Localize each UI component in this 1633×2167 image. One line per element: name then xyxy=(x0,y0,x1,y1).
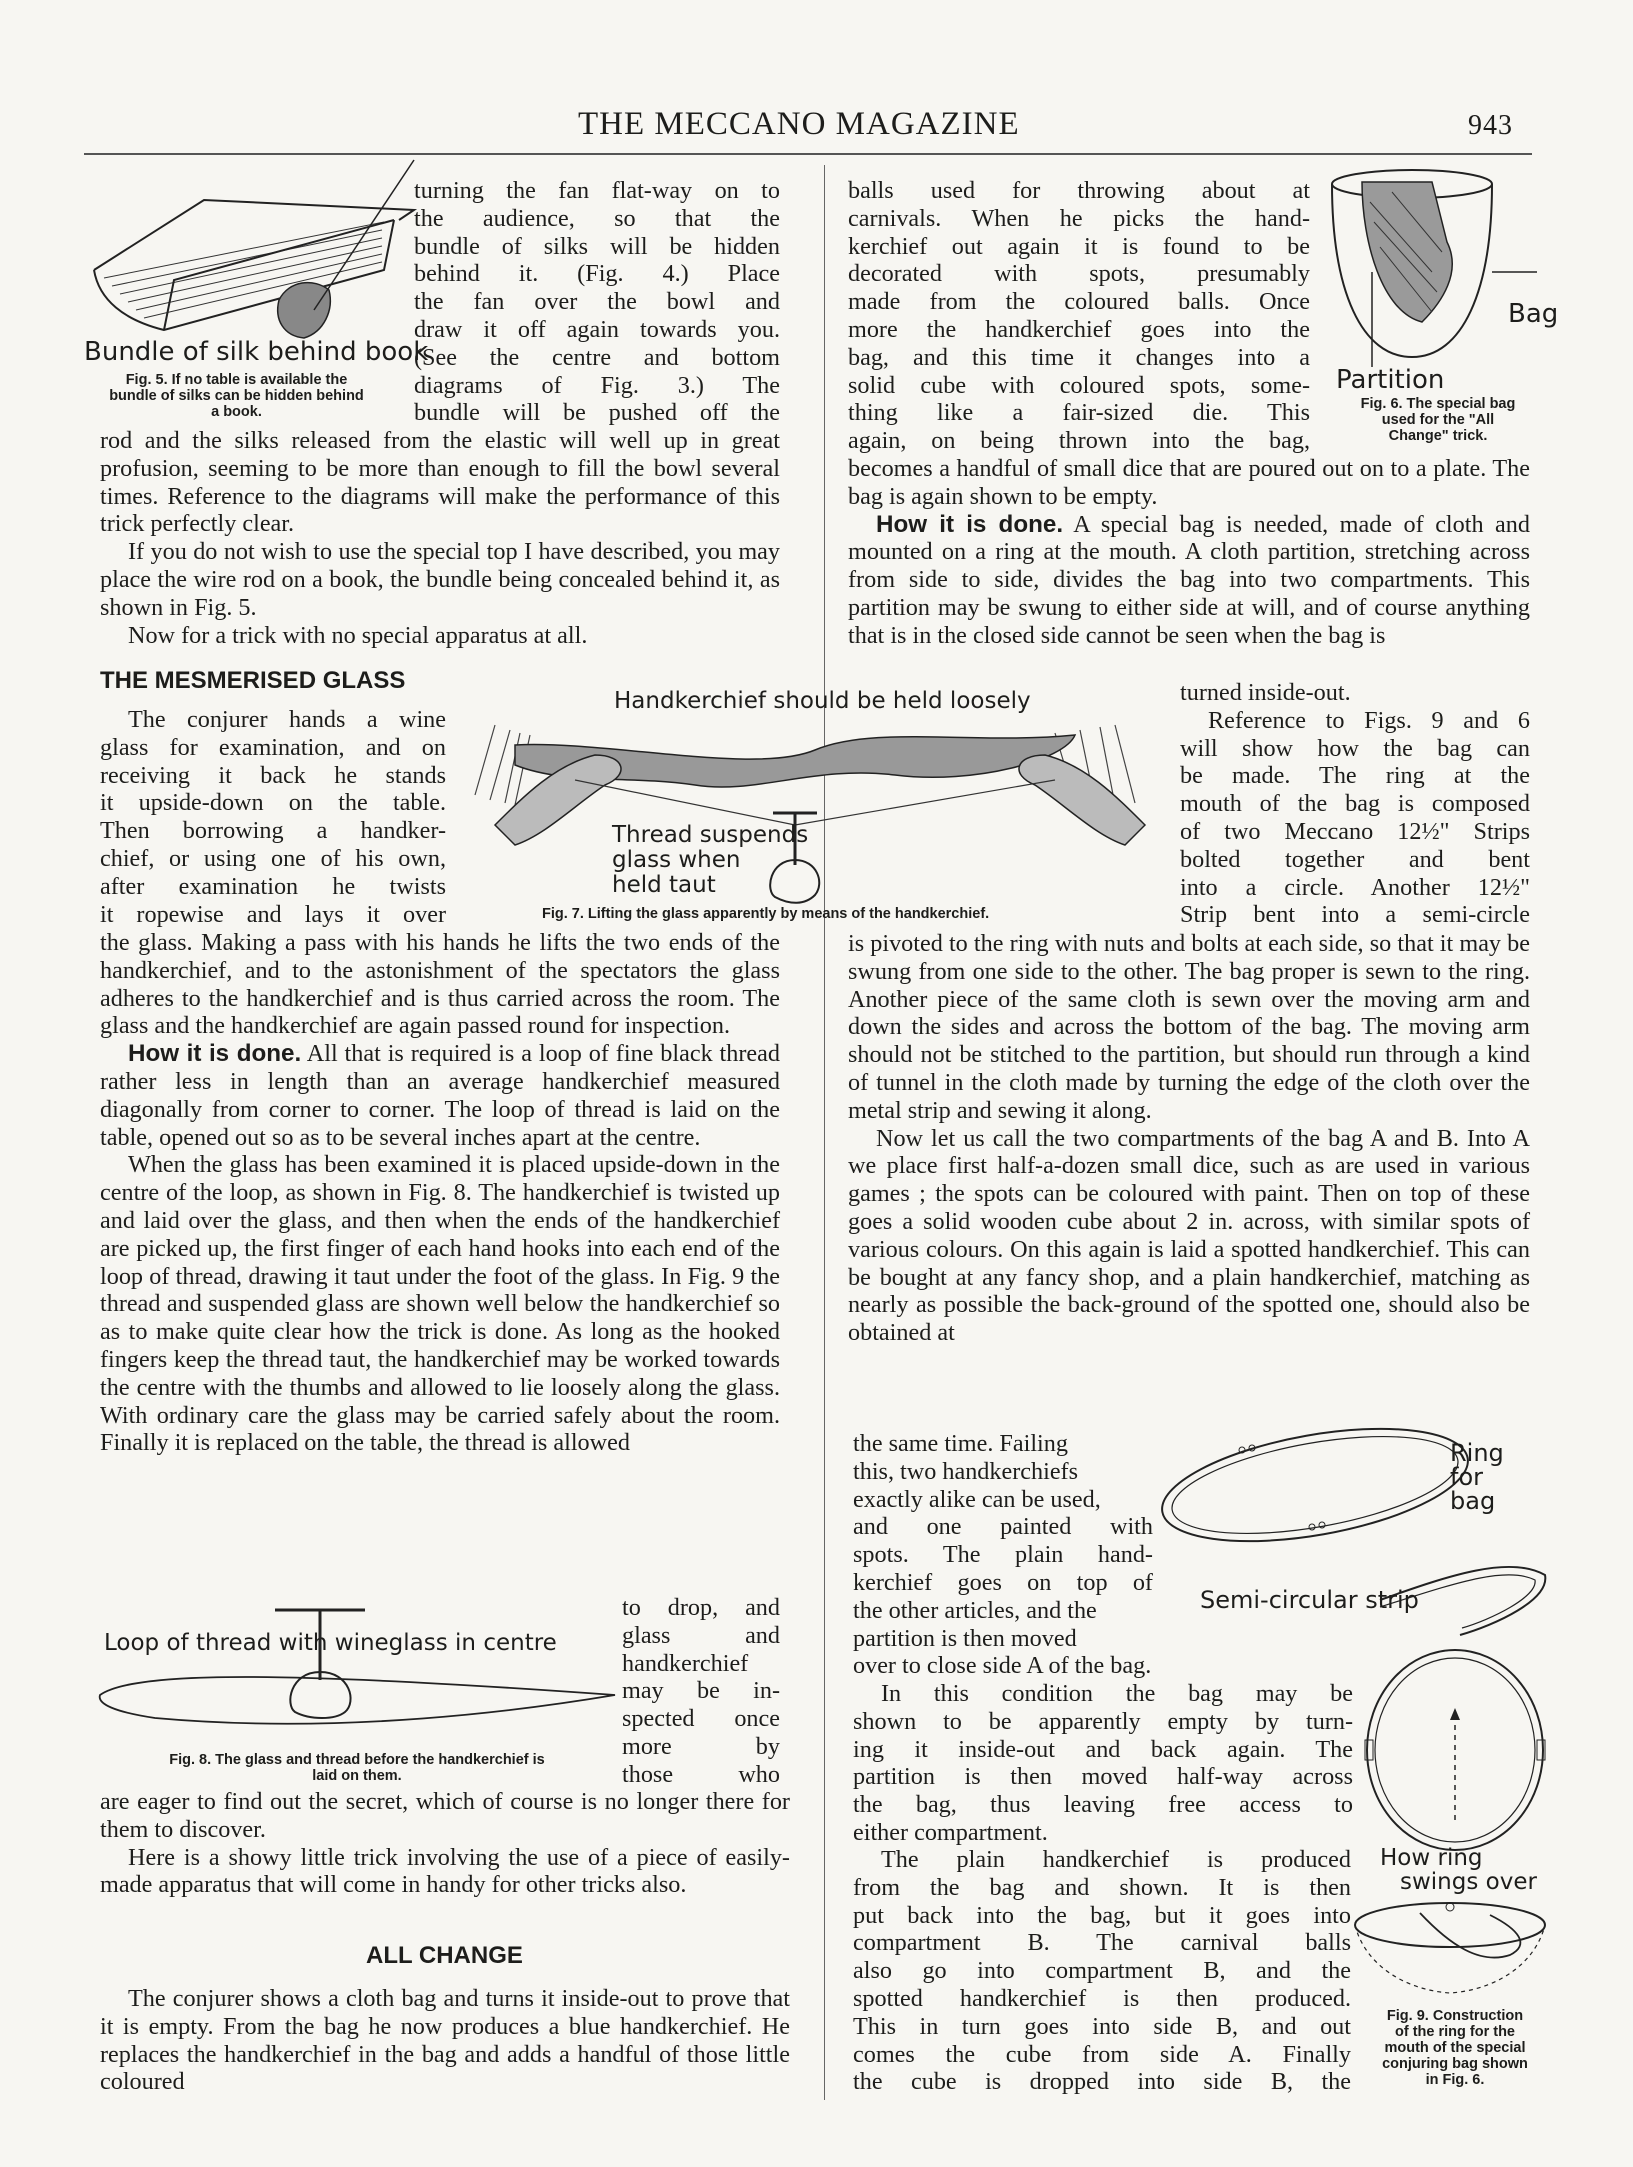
how-it-is-done-label: How it is done. xyxy=(128,1040,302,1068)
ring-label-line: for xyxy=(1450,1463,1483,1491)
fig6-bag-illustration xyxy=(1322,162,1552,362)
fig7-thread-line: held taut xyxy=(612,872,716,898)
fig7-handkerchief-illustration xyxy=(455,705,1175,905)
col2-cond-lines xyxy=(853,1680,1353,1847)
fig6-caption-line: Change" trick. xyxy=(1388,428,1488,444)
text-line: after examination he twists xyxy=(100,872,446,900)
text-line: the same time. Failing xyxy=(853,1430,1068,1457)
paragraph: The conjurer shows a cloth bag and turns it inside-out to prove that it is empty. From the bag he now produces a blue handkerchief. He replaces the handkerchief in the bag and adds a handful of those little coloured xyxy=(100,1985,790,2096)
col2-ref-lines xyxy=(1180,679,1530,929)
paragraph: All that is required is a loop of fine black thread rather less in length than an average handkerchief measured diagonally from corner to corner. The loop of thread is laid on the table, opened out so as to be several inches apart at the centre. xyxy=(100,1040,780,1151)
text-line: the audience, so that the xyxy=(414,204,780,232)
text-line: again, on being thrown into the bag, xyxy=(848,427,1310,455)
text-line: diagrams of Fig. 3.) The xyxy=(414,371,780,399)
text-line: balls used for throwing about at xyxy=(848,177,1310,204)
text-line: solid cube with coloured spots, some- xyxy=(848,371,1310,399)
text-line: comes the cube from side A. Finally xyxy=(853,2040,1351,2068)
text-line: partition is then moved xyxy=(853,1624,1077,1652)
text-line: may be in- xyxy=(622,1677,780,1705)
fig8-side-text xyxy=(622,1594,780,1789)
col2-plain-lines xyxy=(853,1846,1353,2096)
heading-all-change: ALL CHANGE xyxy=(366,1942,523,1969)
heading-mesmerised-glass: THE MESMERISED GLASS xyxy=(100,667,406,694)
text-line: spected once xyxy=(622,1705,780,1733)
text-line: spotted handkerchief is then produced. xyxy=(853,1984,1351,2012)
text-line: of two Meccano 12½" Strips xyxy=(1180,817,1530,845)
text-line: carnivals. When he picks the hand- xyxy=(848,204,1310,232)
fig8-caption-line: Fig. 8. The glass and thread before the handkerchief is xyxy=(169,1752,545,1768)
column-divider xyxy=(824,165,825,2100)
text-line: chief, or using one of his own, xyxy=(100,844,446,872)
paragraph: A special bag is needed, made of cloth and mounted on a ring at the mouth. A cloth partition, stretching across from side to side, divides the bag into two compartments. This partition may be swung to either side at will, and of course anything that is in the closed side cannot be seen when the bag is xyxy=(848,510,1530,649)
ring-label-line: Ring xyxy=(1450,1439,1504,1467)
text-line: mouth of the bag is composed xyxy=(1180,790,1530,818)
text-line: handkerchief xyxy=(622,1649,749,1677)
text-line: more the handkerchief goes into the xyxy=(848,315,1310,343)
fig9-caption-line: mouth of the special xyxy=(1384,2040,1526,2056)
text-line: put back into the bag, but it goes into xyxy=(853,1901,1351,1929)
paragraph: If you do not wish to use the special top I have described, you may place the wire rod on a book, the bundle being concealed behind it, as shown in Fig. 5. xyxy=(100,538,780,621)
text-line: The plain handkerchief is produced xyxy=(881,1846,1351,1873)
ring-label-line: bag xyxy=(1450,1487,1496,1515)
text-line: also go into compartment B, and the xyxy=(853,1957,1351,1985)
fig5-caption-line: Fig. 5. If no table is available the xyxy=(125,372,348,388)
text-line: it upside-down on the table. xyxy=(100,789,446,817)
col1-block-c xyxy=(100,1788,790,1899)
text-line: the other articles, and the xyxy=(853,1596,1097,1624)
text-line: draw it off again towards you. xyxy=(414,315,780,343)
text-line: the fan over the bowl and xyxy=(414,288,780,316)
header-rule xyxy=(84,153,1532,155)
fig9-caption-line: in Fig. 6. xyxy=(1425,2072,1485,2088)
text-line: exactly alike can be used, xyxy=(853,1485,1101,1513)
paragraph: Now for a trick with no special apparatus at all. xyxy=(128,621,588,649)
text-line: In this condition the bag may be xyxy=(881,1680,1353,1707)
fig5-label: Bundle of silk behind book xyxy=(84,337,429,367)
paragraph: rod and the silks released from the elastic will well up in great profusion, seeming to be more than enough to fill the bowl several times. Reference to the diagrams will make the performance of this trick perfectly clear. xyxy=(100,427,780,538)
fig7-thread-line: Thread suspends xyxy=(612,822,809,848)
text-line: spots. The plain hand- xyxy=(853,1541,1153,1569)
fig9-ring-label xyxy=(1450,1441,1504,1513)
text-line: This in turn goes into side B, and out xyxy=(853,2012,1351,2040)
fig8-label: Loop of thread with wineglass in centre xyxy=(104,1630,557,1656)
swing-label-line: swings over xyxy=(1400,1869,1537,1895)
text-line: kerchief goes on top of xyxy=(853,1568,1153,1596)
col2-top-lines xyxy=(848,177,1310,455)
fig5-book-illustration xyxy=(84,160,414,340)
text-line: from the bag and shown. It is then xyxy=(853,1873,1351,1901)
text-line: bolted together and bent xyxy=(1180,845,1530,873)
fig9-semicircular-label: Semi-circular strip xyxy=(1200,1586,1419,1614)
col1-block-a xyxy=(100,427,780,649)
page-title: THE MECCANO MAGAZINE xyxy=(578,106,1020,142)
paragraph: the glass. Making a pass with his hands he lifts the two ends of the handkerchief, and to the astonishment of the spectators the glass adheres to the handkerchief and is thus carried across the room. The glass and the handkerchief are again passed round for inspection. xyxy=(100,929,780,1040)
fig5-caption-line: bundle of silks can be hidden behind xyxy=(109,388,364,404)
fig6-partition-label: Partition xyxy=(1336,365,1445,395)
text-line: bag, and this time it changes into a xyxy=(848,343,1310,371)
text-line: glass and xyxy=(622,1621,780,1649)
fig6-bag-label: Bag xyxy=(1508,299,1559,329)
col2-ring-lines xyxy=(853,1430,1153,1680)
fig7-caption: Fig. 7. Lifting the glass apparently by means of the handkerchief. xyxy=(542,906,990,922)
text-line: into a circle. Another 12½" xyxy=(1180,873,1530,901)
text-line: bundle of silks will be hidden xyxy=(414,232,780,260)
col1-block-d xyxy=(100,1985,790,2096)
text-line: more by xyxy=(622,1732,780,1760)
paragraph: are eager to find out the secret, which of course is no longer there for them to discover. xyxy=(100,1788,790,1843)
text-line: glass for examination, and on xyxy=(100,733,446,761)
text-line: shown to be apparently empty by turn- xyxy=(853,1707,1353,1735)
how-it-is-done-label: How it is done. xyxy=(876,510,1064,538)
text-line: the cube is dropped into side B, the xyxy=(853,2068,1351,2096)
text-line: receiving it back he stands xyxy=(100,761,446,789)
text-line: Reference to Figs. 9 and 6 xyxy=(1208,706,1530,734)
text-line: be made. The ring at the xyxy=(1180,762,1530,790)
fig7-thread-label xyxy=(612,823,808,898)
paragraph: When the glass has been examined it is placed upside-down in the centre of the loop, as shown in Fig. 8. The handkerchief is twisted up and laid over the glass, and then when the ends of the handkerchief are picked up, the first finger of each hand hooks into each end of the loop of thread, drawing it taut under the foot of the glass. In Fig. 9 the thread and suspended glass are shown well below the handkerchief so as to make quite clear how the trick is done. As long as the hooked fingers keep the thread taut, the handkerchief may be worked towards the centre with the thumbs and allowed to lie loosely along the glass. With ordinary care the glass may be carried safely about the room. Finally it is replaced on the table, the thread is allowed xyxy=(100,1151,780,1457)
fig7-top-label: Handkerchief should be held loosely xyxy=(614,688,1031,714)
text-line: turned inside-out. xyxy=(1180,679,1351,706)
fig6-caption-line: used for the "All xyxy=(1381,412,1495,428)
text-line: it ropewise and lays it over xyxy=(100,900,446,928)
text-line: (See the centre and bottom xyxy=(414,343,780,371)
swing-label-line: How ring xyxy=(1380,1845,1483,1871)
fig5-caption-line: a book. xyxy=(211,404,262,420)
text-line: over to close side A of the bag. xyxy=(853,1652,1152,1680)
text-line: those who xyxy=(622,1760,780,1788)
text-line: kerchief out again it is found to be xyxy=(848,232,1310,260)
text-line: partition is then moved half-way across xyxy=(853,1763,1353,1791)
fig9-caption-line: conjuring bag shown xyxy=(1382,2056,1528,2072)
text-line: either compartment. xyxy=(853,1818,1048,1846)
fig9-swing-label xyxy=(1380,1846,1537,1894)
text-line: the bag, thus leaving free access to xyxy=(853,1791,1353,1819)
col2-block-a xyxy=(848,455,1530,650)
text-line: ing it inside-out and back again. The xyxy=(853,1735,1353,1763)
text-line: decorated with spots, presumably xyxy=(848,260,1310,288)
paragraph: becomes a handful of small dice that are poured out on to a plate. The bag is again shown to be empty. xyxy=(848,455,1530,510)
text-line: turning the fan flat-way on to xyxy=(414,177,780,204)
fig9-caption-line: Fig. 9. Construction xyxy=(1386,2008,1524,2024)
col2-block-b xyxy=(848,930,1530,1347)
fig6-caption-line: Fig. 6. The special bag xyxy=(1360,396,1516,412)
text-line: made from the coloured balls. Once xyxy=(848,288,1310,316)
text-line: bundle will be pushed off the xyxy=(414,399,780,427)
col1-glass-lines xyxy=(100,706,446,928)
page-number: 943 xyxy=(1468,110,1513,141)
text-line: The conjurer hands a wine xyxy=(128,706,446,733)
col1-block-b xyxy=(100,929,780,1457)
fig9-caption xyxy=(1365,2008,1545,2088)
text-line: will show how the bag can xyxy=(1180,734,1530,762)
fig6-caption xyxy=(1338,396,1538,444)
col1-intro-lines xyxy=(414,177,780,427)
text-line: behind it. (Fig. 4.) Place xyxy=(414,260,780,288)
text-line: thing like a fair-sized die. This xyxy=(848,399,1310,427)
paragraph: is pivoted to the ring with nuts and bolts at each side, so that it may be swung from one side to the other. The bag proper is sewn to the ring. Another piece of the same cloth is sewn over the moving arm and down the sides and across the bottom of the bag. The moving arm should not be stitched to the partition, but should run through a kind of tunnel in the cloth made by turning the edge of the cloth over the metal strip and sewing it along. xyxy=(848,930,1530,1124)
paragraph: Now let us call the two compartments of the bag A and B. Into A we place first half-a-dozen small dice, such as are used in various games ; the spots can be coloured with paint. Then on top of these goes a solid wooden cube about 2 in. across, with similar spots of various colours. On this again is laid a spotted handkerchief. This can be bought at any fancy shop, and a plain handkerchief, matching as nearly as possible the back-ground of the spotted one, should also be obtained at xyxy=(848,1124,1530,1347)
text-line: Strip bent into a semi-circle xyxy=(1180,901,1530,929)
fig5-caption xyxy=(84,372,389,420)
text-line: to drop, and xyxy=(622,1594,780,1621)
fig9-caption-line: of the ring for the xyxy=(1394,2024,1515,2040)
text-line: compartment B. The carnival balls xyxy=(853,1929,1351,1957)
paragraph: Here is a showy little trick involving the use of a piece of easily-made apparatus that will come in handy for other tricks also. xyxy=(100,1843,790,1899)
text-line: Then borrowing a handker- xyxy=(100,817,446,845)
fig7-thread-line: glass when xyxy=(612,847,741,873)
fig8-thread-loop-diagram xyxy=(95,1600,615,1750)
text-line: and one painted with xyxy=(853,1513,1153,1541)
text-line: this, two handkerchiefs xyxy=(853,1457,1079,1485)
fig8-caption xyxy=(112,1752,602,1784)
fig8-caption-line: laid on them. xyxy=(312,1768,402,1784)
